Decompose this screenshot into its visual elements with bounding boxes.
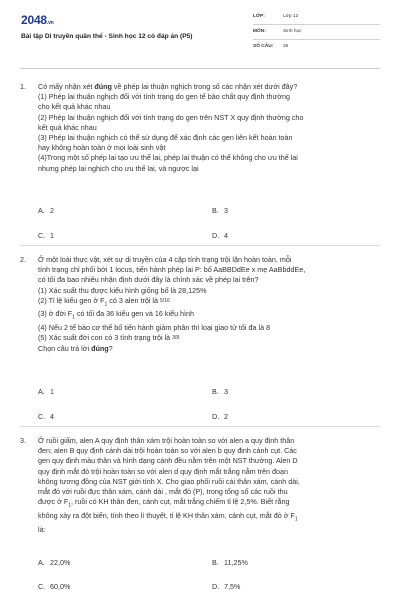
option-text: 1 <box>50 387 54 396</box>
question-line: quy định mắt đỏ trội hoàn toàn so với alen d quy định mắt trắng nằm trên đoạn <box>38 466 289 476</box>
statement-line <box>38 333 379 343</box>
option-b[interactable] <box>212 558 248 568</box>
option-text: 2 <box>50 206 54 215</box>
option-c[interactable] <box>38 412 54 422</box>
question-number: 2. <box>20 255 26 264</box>
question-line <box>38 511 379 525</box>
option-text: 11,25% <box>224 558 248 567</box>
option-letter: B. <box>212 387 219 396</box>
option-c[interactable] <box>38 582 70 592</box>
option-b[interactable] <box>212 206 228 216</box>
question-line <box>38 497 379 511</box>
question-number: 3. <box>20 436 26 445</box>
option-letter: A. <box>38 387 45 396</box>
question-stem <box>38 82 379 92</box>
option-text: 3 <box>224 206 228 215</box>
question-divider <box>20 245 380 246</box>
question-number: 1. <box>20 82 26 91</box>
subscript: 1 <box>68 502 71 509</box>
text: Chọn câu trả lời <box>38 343 92 353</box>
option-letter: C. <box>38 231 46 240</box>
option-text: 60,0% <box>50 582 71 591</box>
option-letter: C. <box>38 582 46 591</box>
option-letter: A. <box>38 558 45 567</box>
option-text: 1 <box>50 231 54 240</box>
subscript: 1 <box>294 516 298 523</box>
question-text <box>38 436 379 535</box>
statement-line: kết quả khác nhau <box>38 122 97 132</box>
option-letter: B. <box>212 206 219 215</box>
meta-count-value: 35 <box>283 44 289 49</box>
text: có 3 alen trội là <box>107 295 161 305</box>
option-a[interactable] <box>38 206 54 216</box>
question-divider <box>20 426 380 427</box>
statement-line: (1) Xác suất thu được kiểu hình giống bố là 28,125% <box>38 285 207 295</box>
option-text: 2 <box>224 412 228 421</box>
statement-line: (4) Nếu 2 tế bào cơ thể bố tiến hành giảm phân thì loại giao tử tối đa là 8 <box>38 323 271 333</box>
statement-line: cho kết quả khác nhau <box>38 102 111 112</box>
option-letter: B. <box>212 558 219 567</box>
option-letter: D. <box>212 231 220 240</box>
text: có tối đa 36 kiểu gen và 16 kiểu hình <box>74 309 195 319</box>
text: Có mấy nhận xét <box>38 82 95 91</box>
statement-line: (2) Phép lai thuận nghịch đối với tính trạng do gen trên NST X quy định thường cho <box>38 112 304 122</box>
option-text: 7,5% <box>224 582 241 591</box>
question-line: không tương đồng của NST giới tính X. Cho giao phối ruồi cái thân xám, cánh dài, <box>38 476 300 486</box>
meta-subject-label: MÔN: <box>253 29 266 34</box>
statement-line: (4)Trong một số phép lai tạo ưu thế lai, phép lai thuận có thể không cho ưu thế lai <box>38 153 298 163</box>
statement-line: (3) Phép lai thuận nghịch có thể sử dụng để xác định các gen liên kết hoàn toàn <box>38 133 293 143</box>
question-prompt <box>38 344 379 354</box>
text: (2) Tỉ lệ kiểu gen ở F <box>38 295 105 305</box>
text: (3) ở đời F <box>38 309 73 319</box>
option-letter: C. <box>38 412 46 421</box>
document-title: Bài tập Di truyền quần thể - Sinh học 12 có đáp án (P5) <box>21 33 193 40</box>
question-stem: có tối đa bao nhiêu nhận định dưới đây là chính xác về phép lai trên? <box>38 275 259 285</box>
option-letter: D. <box>212 412 220 421</box>
option-text: 4 <box>50 412 54 421</box>
option-b[interactable] <box>212 387 228 397</box>
emphasis-text: đúng <box>91 343 109 353</box>
option-d[interactable] <box>212 582 240 592</box>
statement-line <box>38 296 379 310</box>
text: , ruồi có KH thân đen, cánh cụt, mắt trắng chiếm tỉ lệ 2,5%. Biết rằng <box>71 497 290 507</box>
option-a[interactable] <box>38 558 70 568</box>
statement-line: nhưng phép lai nghịch cho ưu thế lai, và ngược lại <box>38 163 199 173</box>
site-logo[interactable] <box>21 13 54 27</box>
meta-divider <box>253 24 380 25</box>
meta-divider <box>253 39 380 40</box>
question-text <box>38 82 379 174</box>
option-c[interactable] <box>38 231 54 241</box>
meta-class-value: Lớp 12 <box>283 14 299 19</box>
option-a[interactable] <box>38 387 54 397</box>
text: (5) Xác suất đời con có 3 tính trạng trội là <box>38 333 173 343</box>
question-line: Ở ruồi giấm, alen A quy định thân xám trội hoàn toàn so với alen a quy định thân <box>38 436 295 445</box>
option-letter: D. <box>212 582 220 591</box>
question-line: mắt đỏ với ruồi đực thân xám, cánh dài , mắt đỏ (P), trong tổng số các ruồi thu <box>38 487 288 497</box>
question-stem: Ở một loài thực vật, xét sự di truyền của 4 cặp tính trạng trội lặn hoàn toàn, mỗi <box>38 255 292 264</box>
text: không xảy ra đột biến, tính theo lí thuyết, tỉ lệ KH thân xám, cánh cụt, mắt đỏ ở F <box>38 510 295 520</box>
option-d[interactable] <box>212 412 228 422</box>
question-stem: tính trạng chỉ phối bởi 1 locus, tiến hành phép lai P: bố AaBBDdEe x mẹ AaBbddEe, <box>38 265 306 275</box>
option-letter: A. <box>38 206 45 215</box>
option-text: 22,0% <box>50 558 71 567</box>
fraction: 3/8 <box>172 335 180 342</box>
statement-line <box>38 309 379 323</box>
text: được ở F <box>38 497 69 507</box>
fraction: 5/16 <box>160 297 170 304</box>
header-divider <box>20 68 380 69</box>
logo-suffix: .vn <box>46 20 54 26</box>
text: ? <box>108 343 113 353</box>
meta-count-label: SỐ CÂU: <box>253 44 274 49</box>
subscript: 1 <box>104 301 108 308</box>
logo-text: 2048 <box>21 13 47 27</box>
text: về phép lai thuận nghịch trong số các nhận xét dưới đây? <box>111 82 298 91</box>
question-line: là: <box>38 524 46 534</box>
meta-subject-value: Sinh học <box>283 29 302 34</box>
statement-line: hay không hoàn toàn ở mọi loài sinh vật <box>38 143 166 153</box>
subscript: 1 <box>72 314 75 321</box>
question-line: đen; alen B quy định cánh dài trội hoàn toàn so với alen b quy định cánh cụt. Các <box>38 446 297 456</box>
question-line: gen quy định màu thân và hình dạng cánh đều nằm trên một NST thường. Alen D <box>38 456 298 466</box>
page-header <box>0 0 400 62</box>
option-text: 3 <box>224 387 228 396</box>
emphasis-text: đúng <box>94 82 112 91</box>
option-d[interactable] <box>212 231 228 241</box>
statement-line: (1) Phép lai thuận nghịch đối với tính trạng do gen tế bào chất quy định thường <box>38 92 290 102</box>
option-text: 4 <box>224 231 228 240</box>
question-text <box>38 255 379 354</box>
meta-class-label: LỚP: <box>253 14 265 19</box>
